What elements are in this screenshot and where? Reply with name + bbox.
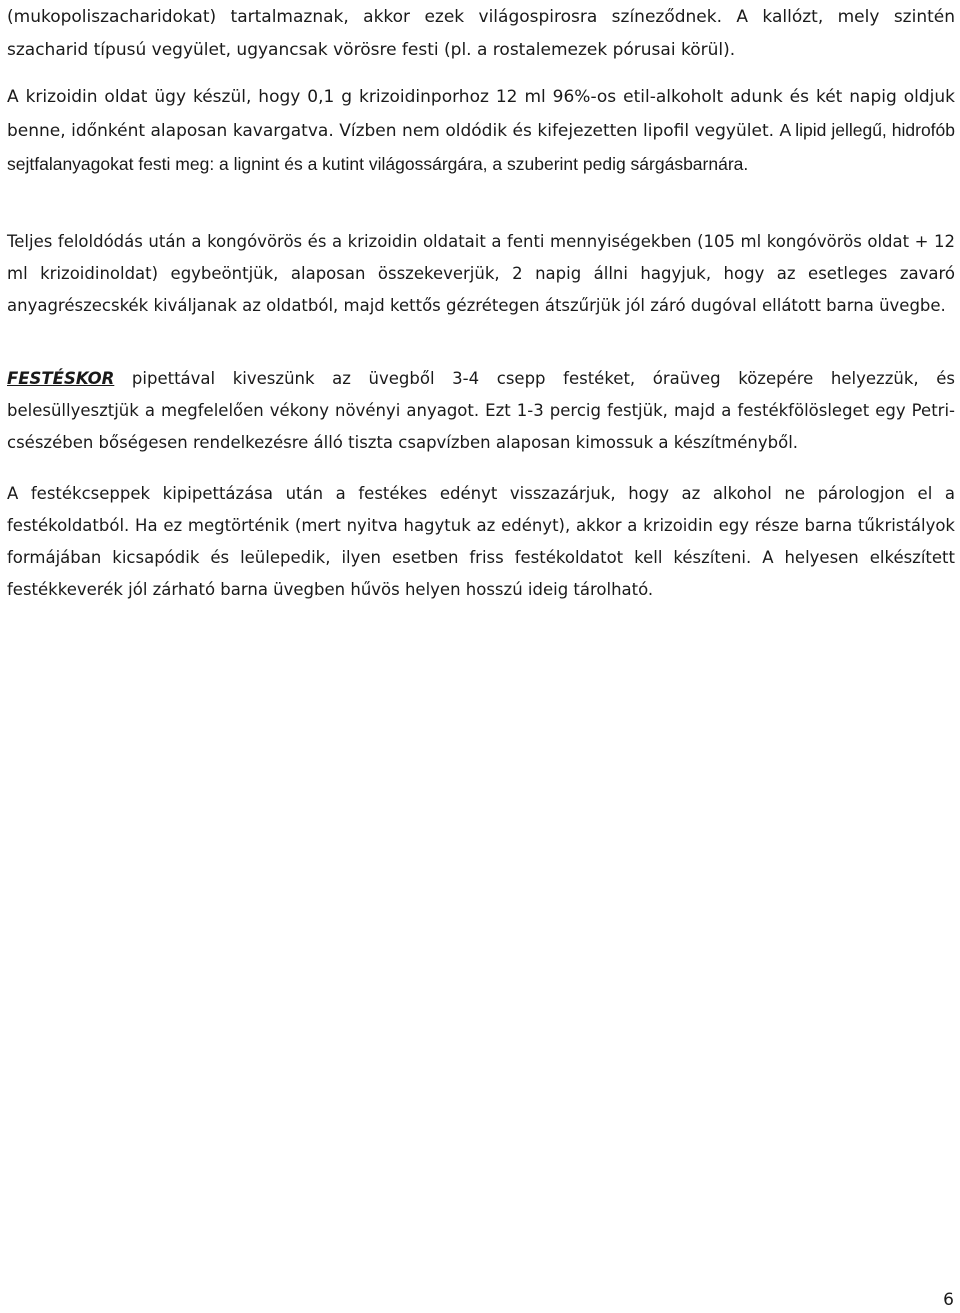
staining-label: FESTÉSKOR	[7, 369, 115, 388]
staining-text: pipettával kiveszünk az üvegből 3-4 csepp festéket, óraüveg közepére helyezzük, és belesüllyesztjük a megfelelően vékony növényi anyagot. Ezt 1-3 percig festjük, majd a festékfölösleget egy Petri-csészében bőségesen rendelkezésre álló tiszta csapvízben alaposan kimossuk a készítményből.	[7, 369, 955, 452]
paragraph-chrysoidine-preparation	[7, 81, 955, 181]
paragraph-chrysoidine-part-b: A lipid jellegű, hidrofób sejtfalanyagokat festi meg: a lignint és a kutint világossárgára, a szuberint pedig sárgásbarnára.	[7, 120, 956, 174]
page-number: 6	[943, 1290, 954, 1310]
paragraph-mucopolysaccharide: (mukopoliszacharidokat) tartalmaznak, akkor ezek világospirosra színeződnek. A kallózt, mely szintén szacharid típusú vegyület, ugyancsak vörösre festi (pl. a rostalemezek pórusai körül).	[7, 7, 955, 60]
paragraph-mixing: Teljes feloldódás után a kongóvörös és a krizoidin oldatait a fenti mennyiségekben (105 ml kongóvörös oldat + 12 ml krizoidinoldat) egybeöntjük, alaposan összekeverjük, 2 napig állni hagyjuk, hogy az esetleges zavaró anyagrészecskék kiváljanak az oldatból, majd kettős gézrétegen átszűrjük jól záró dugóval ellátott barna üvegbe.	[7, 232, 955, 315]
paragraph-chrysoidine-part-a: A krizoidin oldat ügy készül, hogy 0,1 g krizoidinporhoz 12 ml 96%-os etil-alkoholt adunk és két napig oldjuk benne, időnként alaposan kavargatva. Vízben nem oldódik és kifejezetten lipofil vegyület.	[7, 87, 955, 141]
paragraph-staining	[7, 363, 955, 459]
paragraph-storage: A festékcseppek kipipettázása után a festékes edényt visszazárjuk, hogy az alkohol ne párologjon el a festékoldatból. Ha ez megtörténik (mert nyitva hagytuk az edényt), akkor a krizoidin egy része barna tűkristályok formájában kicsapódik és leülepedik, ilyen esetben friss festékoldatot kell készíteni. A helyesen elkészített festékkeverék jól zárható barna üvegben hűvös helyen hosszú ideig tárolható.	[7, 484, 955, 599]
